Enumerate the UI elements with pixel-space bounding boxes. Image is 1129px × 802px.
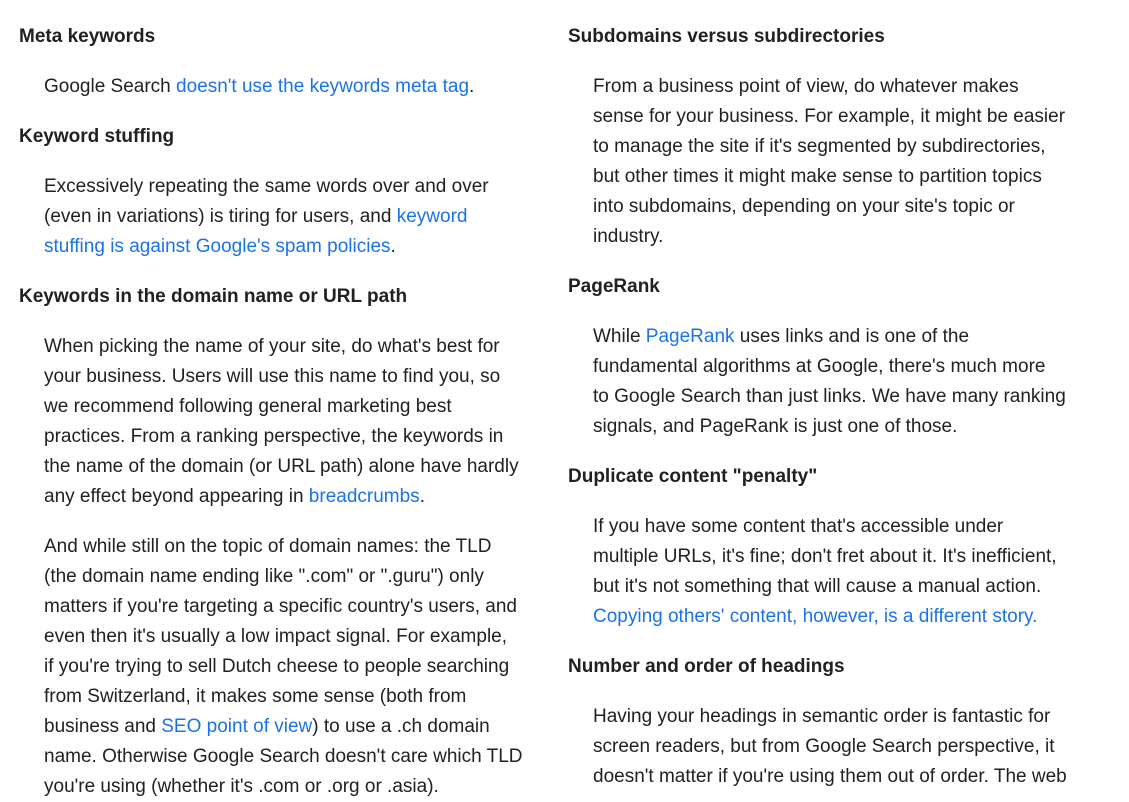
term-duplicate-content: Duplicate content "penalty" bbox=[568, 466, 818, 487]
link-seo-point-of-view[interactable]: SEO point of view bbox=[161, 716, 313, 737]
term-keywords-domain: Keywords in the domain name or URL path bbox=[19, 286, 408, 307]
definition-subdomains bbox=[593, 72, 1065, 252]
line: doesn't matter if you're using them out of order. The web bbox=[593, 766, 1067, 787]
link-breadcrumbs[interactable]: breadcrumbs bbox=[308, 486, 420, 507]
definition-pagerank bbox=[593, 322, 1066, 442]
definition-keywords-domain-p1 bbox=[44, 332, 519, 512]
definition-duplicate-content bbox=[593, 512, 1057, 632]
term-pagerank: PageRank bbox=[568, 276, 660, 297]
term-keyword-stuffing: Keyword stuffing bbox=[19, 126, 175, 147]
line bbox=[44, 232, 489, 262]
term-meta-keywords: Meta keywords bbox=[19, 26, 156, 47]
line: industry. bbox=[593, 226, 664, 247]
link-keywords-meta-tag[interactable]: doesn't use the keywords meta tag bbox=[176, 76, 470, 97]
line: matters if you're targeting a specific country's users, and bbox=[44, 596, 517, 617]
link-keyword-stuffing-spam-policies[interactable]: keyword bbox=[396, 206, 468, 227]
line: (the domain name ending like ".com" or ".guru") only bbox=[44, 566, 484, 587]
line: but it's not something that will cause a manual action. bbox=[593, 576, 1042, 597]
line: Having your headings in semantic order is fantastic for bbox=[593, 706, 1051, 727]
line: name. Otherwise Google Search doesn't care which TLD bbox=[44, 746, 523, 767]
definition-headings bbox=[593, 702, 1067, 792]
line: When picking the name of your site, do what's best for bbox=[44, 336, 500, 357]
link-keyword-stuffing-spam-policies-cont[interactable]: stuffing is against Google's spam policies bbox=[44, 236, 391, 257]
line: From a business point of view, do whatever makes bbox=[593, 76, 1019, 97]
line: the name of the domain (or URL path) alone have hardly bbox=[44, 456, 519, 477]
line: from Switzerland, it makes some sense (both from bbox=[44, 686, 467, 707]
line: to manage the site if it's segmented by subdirectories, bbox=[593, 136, 1046, 157]
line: if you're trying to sell Dutch cheese to people searching bbox=[44, 656, 510, 677]
text: Google Search bbox=[44, 76, 177, 97]
text: (even in variations) is tiring for users, and bbox=[44, 206, 397, 227]
line: practices. From a ranking perspective, the keywords in bbox=[44, 426, 504, 447]
line bbox=[44, 482, 519, 512]
line bbox=[44, 202, 489, 232]
definition-keyword-stuffing bbox=[44, 172, 489, 262]
line bbox=[593, 322, 1066, 352]
text: any effect beyond appearing in bbox=[44, 486, 309, 507]
term-headings: Number and order of headings bbox=[568, 656, 845, 677]
line: but other times it might make sense to partition topics bbox=[593, 166, 1042, 187]
line: Excessively repeating the same words over and over bbox=[44, 176, 489, 197]
definition-meta-keywords bbox=[44, 72, 474, 102]
text: . bbox=[419, 486, 425, 507]
line: fundamental algorithms at Google, there's much more bbox=[593, 356, 1046, 377]
line bbox=[44, 72, 474, 102]
text: . bbox=[390, 236, 396, 257]
line: we recommend following general marketing best bbox=[44, 396, 452, 417]
line: sense for your business. For example, it might be easier bbox=[593, 106, 1066, 127]
line bbox=[44, 712, 523, 742]
link-copying-others-content[interactable]: Copying others' content, however, is a different story. bbox=[593, 606, 1038, 627]
text: While bbox=[593, 326, 646, 347]
text: . bbox=[469, 76, 475, 97]
line: signals, and PageRank is just one of those. bbox=[593, 416, 958, 437]
line: screen readers, but from Google Search perspective, it bbox=[593, 736, 1055, 757]
line: even then it's usually a low impact signal. For example, bbox=[44, 626, 508, 647]
line: to Google Search than just links. We have many ranking bbox=[593, 386, 1066, 407]
line: And while still on the topic of domain names: the TLD bbox=[44, 536, 492, 557]
text: ) to use a .ch domain bbox=[312, 716, 490, 737]
line: multiple URLs, it's fine; don't fret about it. It's inefficient, bbox=[593, 546, 1057, 567]
line bbox=[593, 602, 1057, 632]
text: uses links and is one of the bbox=[734, 326, 970, 347]
text: business and bbox=[44, 716, 162, 737]
line: your business. Users will use this name to find you, so bbox=[44, 366, 501, 387]
definition-keywords-domain-p2 bbox=[44, 532, 523, 802]
link-pagerank[interactable]: PageRank bbox=[645, 326, 735, 347]
line: you're using (whether it's .com or .org or .asia). bbox=[44, 776, 439, 797]
line: into subdomains, depending on your site's topic or bbox=[593, 196, 1015, 217]
line: If you have some content that's accessible under bbox=[593, 516, 1004, 537]
term-subdomains: Subdomains versus subdirectories bbox=[568, 26, 885, 47]
